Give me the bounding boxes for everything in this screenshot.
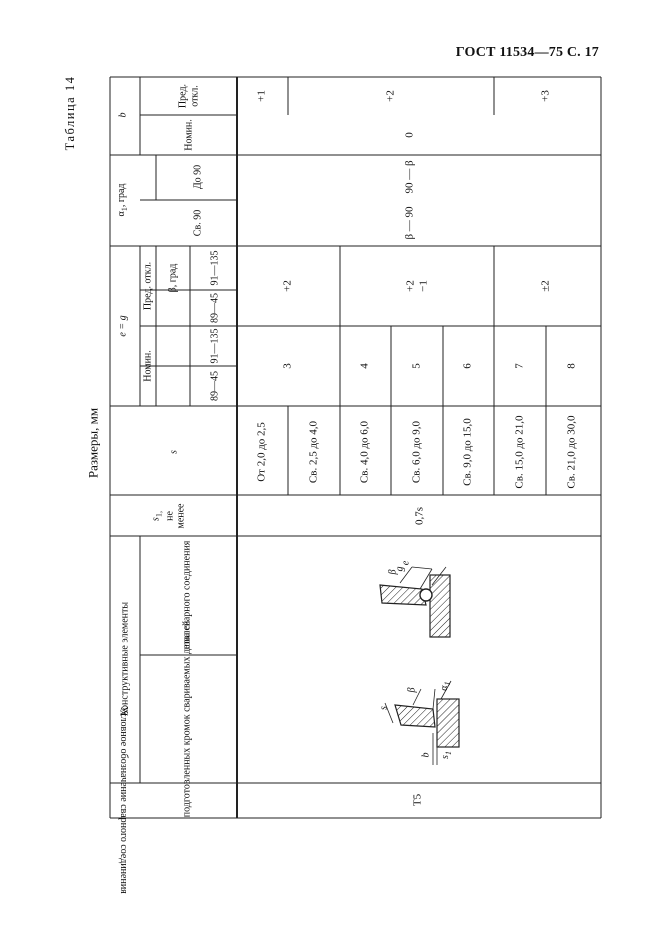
e-nominal-header: Номин. xyxy=(142,350,154,382)
b-tolerance-header: Пред. откл. xyxy=(177,83,200,109)
e-tolerance-2: +2 −1 xyxy=(404,280,429,292)
units-caption: Размеры, мм xyxy=(85,407,101,479)
s-row-1: От 2,0 до 2,5 xyxy=(255,422,268,482)
e-tolerance-header: Пред. откл. xyxy=(142,261,154,311)
s-row-2: Св. 2,5 до 4,0 xyxy=(307,420,320,484)
s1-header: $s_{1,}$ не менее xyxy=(150,503,187,529)
prepared-edges-figure xyxy=(375,675,470,775)
designation-header: Условное обозначение сварного соединения xyxy=(117,706,129,894)
e-nominal-6: 8 xyxy=(565,363,578,369)
s1-value: 0,7s xyxy=(413,506,426,526)
s-row-7: Св. 21,0 до 30,0 xyxy=(565,415,578,489)
fig-label-beta-2: β xyxy=(406,687,418,693)
designation-value: Т5 xyxy=(411,793,424,807)
fig-label-s1: $s_1$ xyxy=(440,750,454,760)
e-nominal-4: 6 xyxy=(461,363,474,369)
b-tolerance-2: +2 xyxy=(384,90,397,102)
s-row-5: Св. 9,0 до 15,0 xyxy=(461,418,474,486)
structural-elements-header: Конструктивные элементы xyxy=(119,601,131,717)
fig-label-alpha1: $\alpha_1$ xyxy=(439,681,453,691)
weld-seam-header: шва сварного соединения xyxy=(181,540,193,650)
e-nominal-5: 7 xyxy=(513,363,526,369)
prepared-edges-header: подготовленных кромок свариваемых деталей xyxy=(181,620,193,818)
beta-89-45-right: 89—45 xyxy=(209,293,221,323)
fig-label-b: b xyxy=(420,752,432,758)
b-nominal-header: Номин. xyxy=(183,119,195,151)
s-row-4: Св. 6,0 до 9,0 xyxy=(410,420,423,484)
b-tolerance-3: +3 xyxy=(539,90,552,102)
e-g-header: e = g xyxy=(117,315,129,337)
beta-91-135-left: 91—135 xyxy=(209,328,221,364)
alpha-sv90-value: β — 90 xyxy=(403,206,416,240)
e-nominal-2: 4 xyxy=(358,363,371,369)
alpha-sv90-header: Св. 90 xyxy=(192,209,204,237)
e-nominal-1: 3 xyxy=(281,363,294,369)
b-header: b xyxy=(117,112,129,118)
beta-89-45-left: 89—45 xyxy=(209,371,221,401)
s-header: s xyxy=(168,450,180,454)
page-header: ГОСТ 11534—75 С. 17 xyxy=(455,45,599,60)
alpha-do90-header: До 90 xyxy=(192,164,204,190)
e-tolerance-1: +2 xyxy=(281,280,294,292)
alpha1-header: $\alpha_1$, град xyxy=(116,183,130,217)
table-caption: Таблица 14 xyxy=(62,75,77,151)
fig-label-beta-1: β xyxy=(387,569,399,575)
fig-label-e: e xyxy=(400,560,412,566)
fig-label-s: s xyxy=(378,706,390,710)
b-tolerance-1: +1 xyxy=(255,90,268,102)
alpha-do90-value: 90 — β xyxy=(403,160,416,194)
s-row-3: Св. 4,0 до 6,0 xyxy=(358,420,371,484)
e-tolerance-3: ±2 xyxy=(539,280,552,292)
beta-grad-header: β, град xyxy=(167,263,179,293)
fig-label-g: g xyxy=(394,566,406,572)
s-row-6: Св. 15,0 до 21,0 xyxy=(513,415,526,489)
e-nominal-3: 5 xyxy=(410,363,423,369)
beta-91-135-right: 91—135 xyxy=(209,250,221,286)
b-nominal-value: 0 xyxy=(403,132,416,138)
